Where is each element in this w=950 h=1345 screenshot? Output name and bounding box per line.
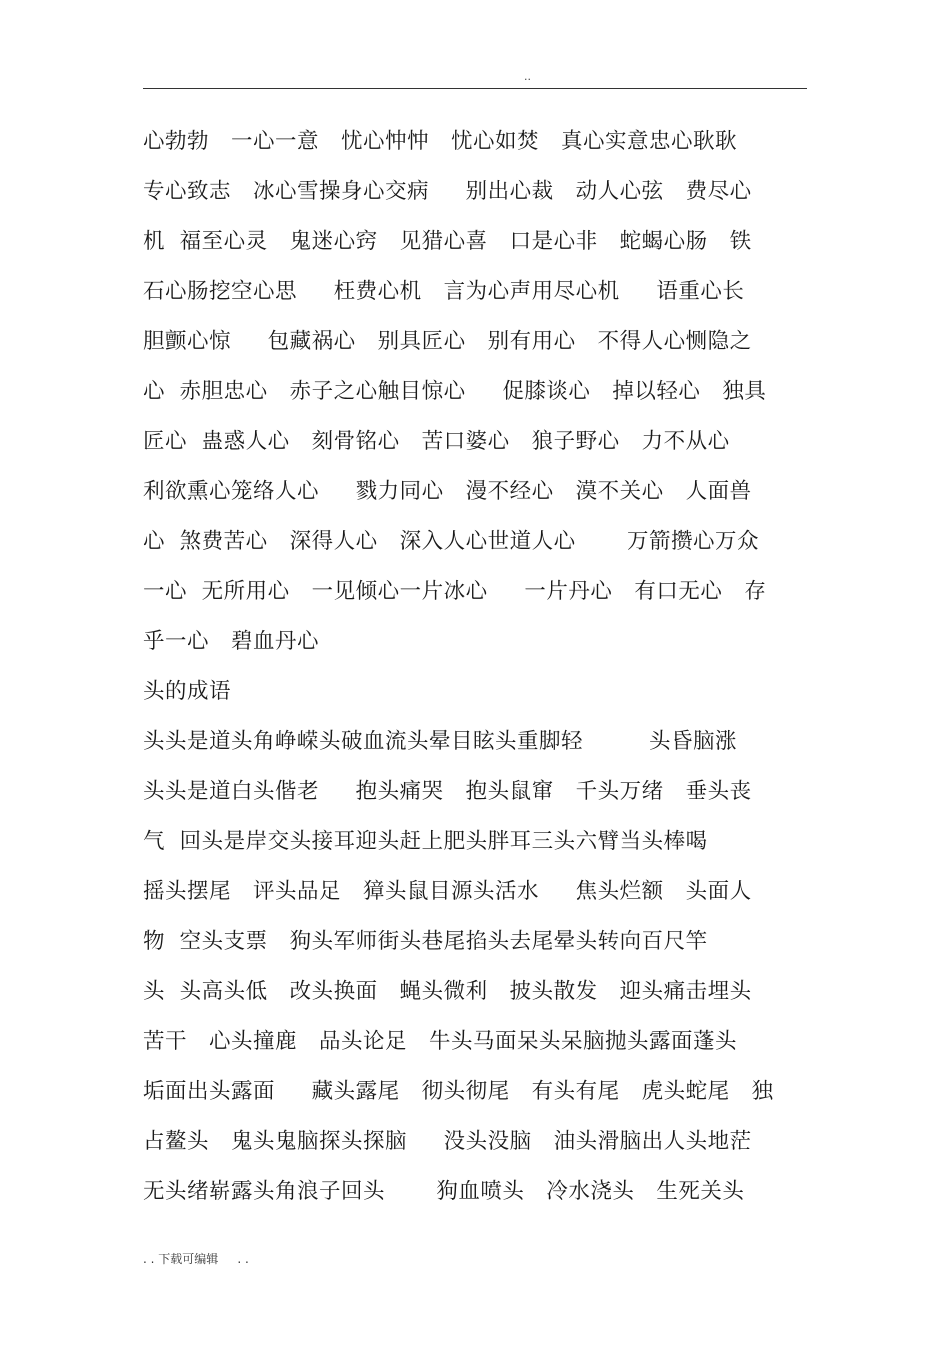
text-line: 头 头高头低 改头换面 蝇头微利 披头散发 迎头痛击埋头	[143, 979, 752, 1004]
text-line: 垢面出头露面 藏头露尾 彻头彻尾 有头有尾 虎头蛇尾 独	[143, 1079, 774, 1104]
text-line: 石心肠挖空心思 枉费心机 言为心声用尽心机 语重心长	[143, 279, 745, 304]
text-line: 摇头摆尾 评头品足 獐头鼠目源头活水 焦头烂额 头面人	[143, 879, 752, 904]
text-line: 头头是道头角峥嵘头破血流头晕目眩头重脚轻 头昏脑涨	[143, 729, 738, 754]
text-line: 苦干 心头撞鹿 品头论足 牛头马面呆头呆脑抛头露面蓬头	[143, 1029, 738, 1054]
text-line: 胆颤心惊 包藏祸心 别具匠心 别有用心 不得人心恻隐之	[143, 329, 752, 354]
text-line: 心 赤胆忠心 赤子之心触目惊心 促膝谈心 掉以轻心 独具	[143, 379, 767, 404]
text-line: 心勃勃 一心一意 忧心忡忡 忧心如焚 真心实意忠心耿耿	[143, 129, 738, 154]
text-line: 头头是道白头偕老 抱头痛哭 抱头鼠窜 千头万绪 垂头丧	[143, 779, 752, 804]
text-line: 专心致志 冰心雪操身心交病 别出心裁 动人心弦 费尽心	[143, 179, 752, 204]
document-body	[143, 117, 813, 1217]
text-line: 机 福至心灵 鬼迷心窍 见猎心喜 口是心非 蛇蝎心肠 铁	[143, 229, 752, 254]
header-rule	[143, 88, 807, 89]
text-line: 利欲熏心笼络人心 戮力同心 漫不经心 漠不关心 人面兽	[143, 479, 752, 504]
section-heading: 头的成语	[143, 679, 232, 704]
text-line: 心 煞费苦心 深得人心 深入人心世道人心 万箭攒心万众	[143, 529, 760, 554]
text-line: 占鳌头 鬼头鬼脑探头探脑 没头没脑 油头滑脑出人头地茫	[143, 1129, 752, 1154]
text-line: 乎一心 碧血丹心	[143, 629, 320, 654]
text-line: 无头绪崭露头角浪子回头 狗血喷头 冷水浇头 生死关头	[143, 1179, 745, 1204]
text-line: 物 空头支票 狗头军师街头巷尾掐头去尾晕头转向百尺竿	[143, 929, 708, 954]
text-line: 匠心 蛊惑人心 刻骨铭心 苦口婆心 狼子野心 力不从心	[143, 429, 730, 454]
text-line: 一心 无所用心 一见倾心一片冰心 一片丹心 有口无心 存	[143, 579, 767, 604]
header-mark: ..	[524, 70, 531, 83]
text-line: 气 回头是岸交头接耳迎头赶上肥头胖耳三头六臂当头棒喝	[143, 829, 708, 854]
page-footer: . . 下载可编辑 . .	[143, 1252, 249, 1266]
